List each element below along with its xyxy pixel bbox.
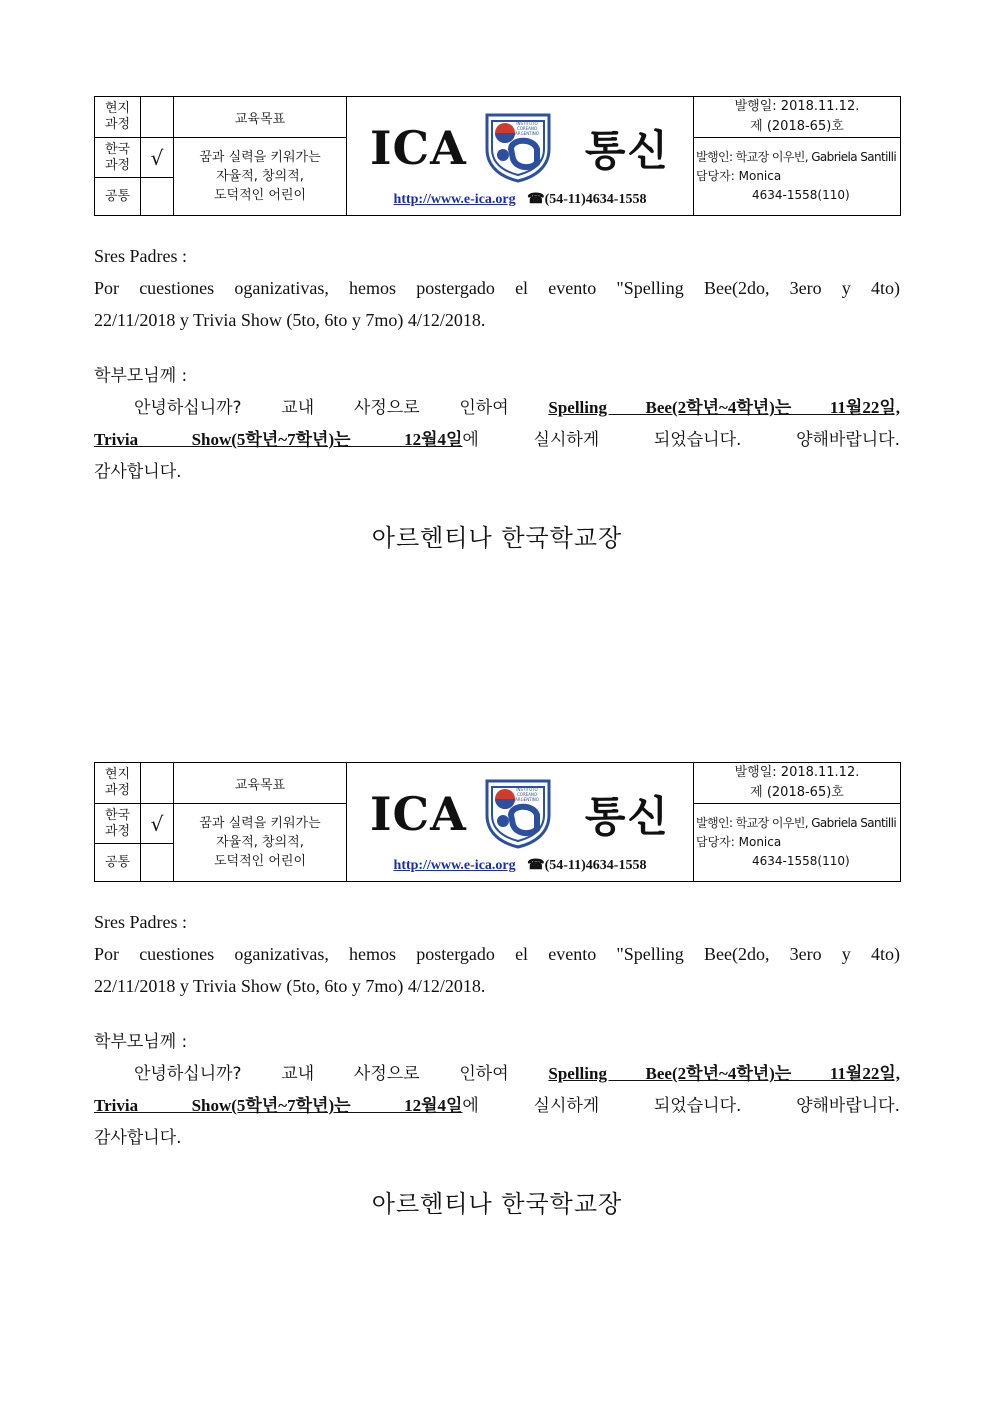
issue-info-cell [694,763,901,804]
svg-text:INSTITUTO: INSTITUTO [516,120,538,126]
goal-line-3: 도덕적인 어린이 [213,854,307,869]
issue-info-cell [694,97,901,138]
korean-line-2 [94,1090,900,1122]
brand-cell [347,97,694,216]
korean-line-1-text: 안녕하십니까? 교내 사정으로 인하여 [134,1064,549,1084]
goal-text-cell [174,138,347,216]
spanish-line-2: 22/11/2018 y Trivia Show (5to, 6to y 7mo) 4/12/2018. [94,976,486,996]
brand-cell [347,763,694,882]
goal-line-1: 꿈과 실력을 키워가는 [199,816,321,831]
publisher-cell [694,138,901,216]
brand-ica: ICA [370,120,467,175]
trivia-show-date: Trivia Show(5학년~7학년)는 12월4일 [94,1096,463,1115]
goal-text-cell [174,804,347,882]
goal-title: 교육목표 [174,97,347,138]
notice-1 [94,96,900,553]
goal-line-2: 자율적, 창의적, [216,169,304,184]
spanish-line-2: 22/11/2018 y Trivia Show (5to, 6to y 7mo) 4/12/2018. [94,310,486,330]
contact-phone: 4634-1558(110) [752,188,850,202]
check-cell-local [141,763,174,804]
goal-line-2: 자율적, 창의적, [216,835,304,850]
korean-line-1-text: 안녕하십니까? 교내 사정으로 인하여 [134,398,549,418]
label-korean-course: 한국 과정 [95,804,141,844]
label-local-course: 현지 과정 [95,97,141,138]
spanish-greeting: Sres Padres : [94,246,187,266]
svg-text:COREANO: COREANO [516,791,537,797]
korean-thanks: 감사합니다. [94,1128,182,1148]
contact-person: 담당자: Monica [696,169,782,183]
signature: 아르헨티나 한국학교장 [371,1190,623,1218]
korean-line-1 [94,392,900,424]
issue-number: 제 (2018-65)호 [750,785,844,800]
publisher-cell [694,804,901,882]
korean-message [94,360,900,488]
ica-logo-icon [481,775,555,853]
korean-line-2-text: 에 실시하게 되었습니다. 양해바랍니다. [462,1096,900,1116]
svg-text:ARGENTINO: ARGENTINO [514,130,539,136]
notice-2 [94,762,900,1219]
contact-person: 담당자: Monica [696,835,782,849]
publisher: 발행인: 학교장 이우빈, Gabriela Santilli [696,150,897,164]
label-common: 공통 [95,178,141,216]
check-cell-local [141,97,174,138]
issue-date: 발행일: 2018.11.12. [734,765,860,780]
trivia-show-date: Trivia Show(5학년~7학년)는 12월4일 [94,430,463,449]
korean-greeting: 학부모님께 : [94,366,188,386]
spelling-bee-date: Spelling Bee(2학년~4학년)는 11월22일, [548,1064,901,1083]
check-mark: √ [141,804,174,844]
label-local-course: 현지 과정 [95,763,141,804]
spanish-line-1: Por cuestiones oganizativas, hemos postergado el evento "Spelling Bee(2do, 3ero y 4to) [94,944,900,964]
issue-date: 발행일: 2018.11.12. [734,99,860,114]
svg-text:COREANO: COREANO [516,125,537,131]
korean-message [94,1026,900,1154]
goal-line-1: 꿈과 실력을 키워가는 [199,150,321,165]
brand-tongsin: 통신 [584,791,670,841]
check-cell-common [141,178,174,216]
korean-greeting: 학부모님께 : [94,1032,188,1052]
check-mark: √ [141,138,174,178]
issue-number: 제 (2018-65)호 [750,119,844,134]
check-cell-common [141,844,174,882]
svg-text:ARGENTINO: ARGENTINO [514,796,539,802]
phone-number: ☎(54-11)4634-1558 [527,191,647,207]
ica-logo-icon [481,109,555,187]
brand-tongsin: 통신 [584,125,670,175]
spanish-greeting: Sres Padres : [94,912,187,932]
goal-title: 교육목표 [174,763,347,804]
contact-phone: 4634-1558(110) [752,854,850,868]
website-link[interactable]: http://www.e-ica.org [393,857,516,873]
korean-line-2-text: 에 실시하게 되었습니다. 양해바랍니다. [462,430,900,450]
spanish-message [94,240,900,336]
korean-line-1 [94,1058,900,1090]
phone-number: ☎(54-11)4634-1558 [527,857,647,873]
brand-ica: ICA [370,786,467,841]
label-korean-course: 한국 과정 [95,138,141,178]
spanish-message [94,906,900,1002]
korean-thanks: 감사합니다. [94,462,182,482]
signature: 아르헨티나 한국학교장 [371,524,623,552]
label-common: 공통 [95,844,141,882]
publisher: 발행인: 학교장 이우빈, Gabriela Santilli [696,816,897,830]
spelling-bee-date: Spelling Bee(2학년~4학년)는 11월22일, [548,398,901,417]
website-link[interactable]: http://www.e-ica.org [393,191,516,207]
korean-line-2 [94,424,900,456]
header-table [94,96,901,216]
header-table [94,762,901,882]
svg-text:INSTITUTO: INSTITUTO [516,786,538,792]
spanish-line-1: Por cuestiones oganizativas, hemos postergado el evento "Spelling Bee(2do, 3ero y 4to) [94,278,900,298]
goal-line-3: 도덕적인 어린이 [213,188,307,203]
